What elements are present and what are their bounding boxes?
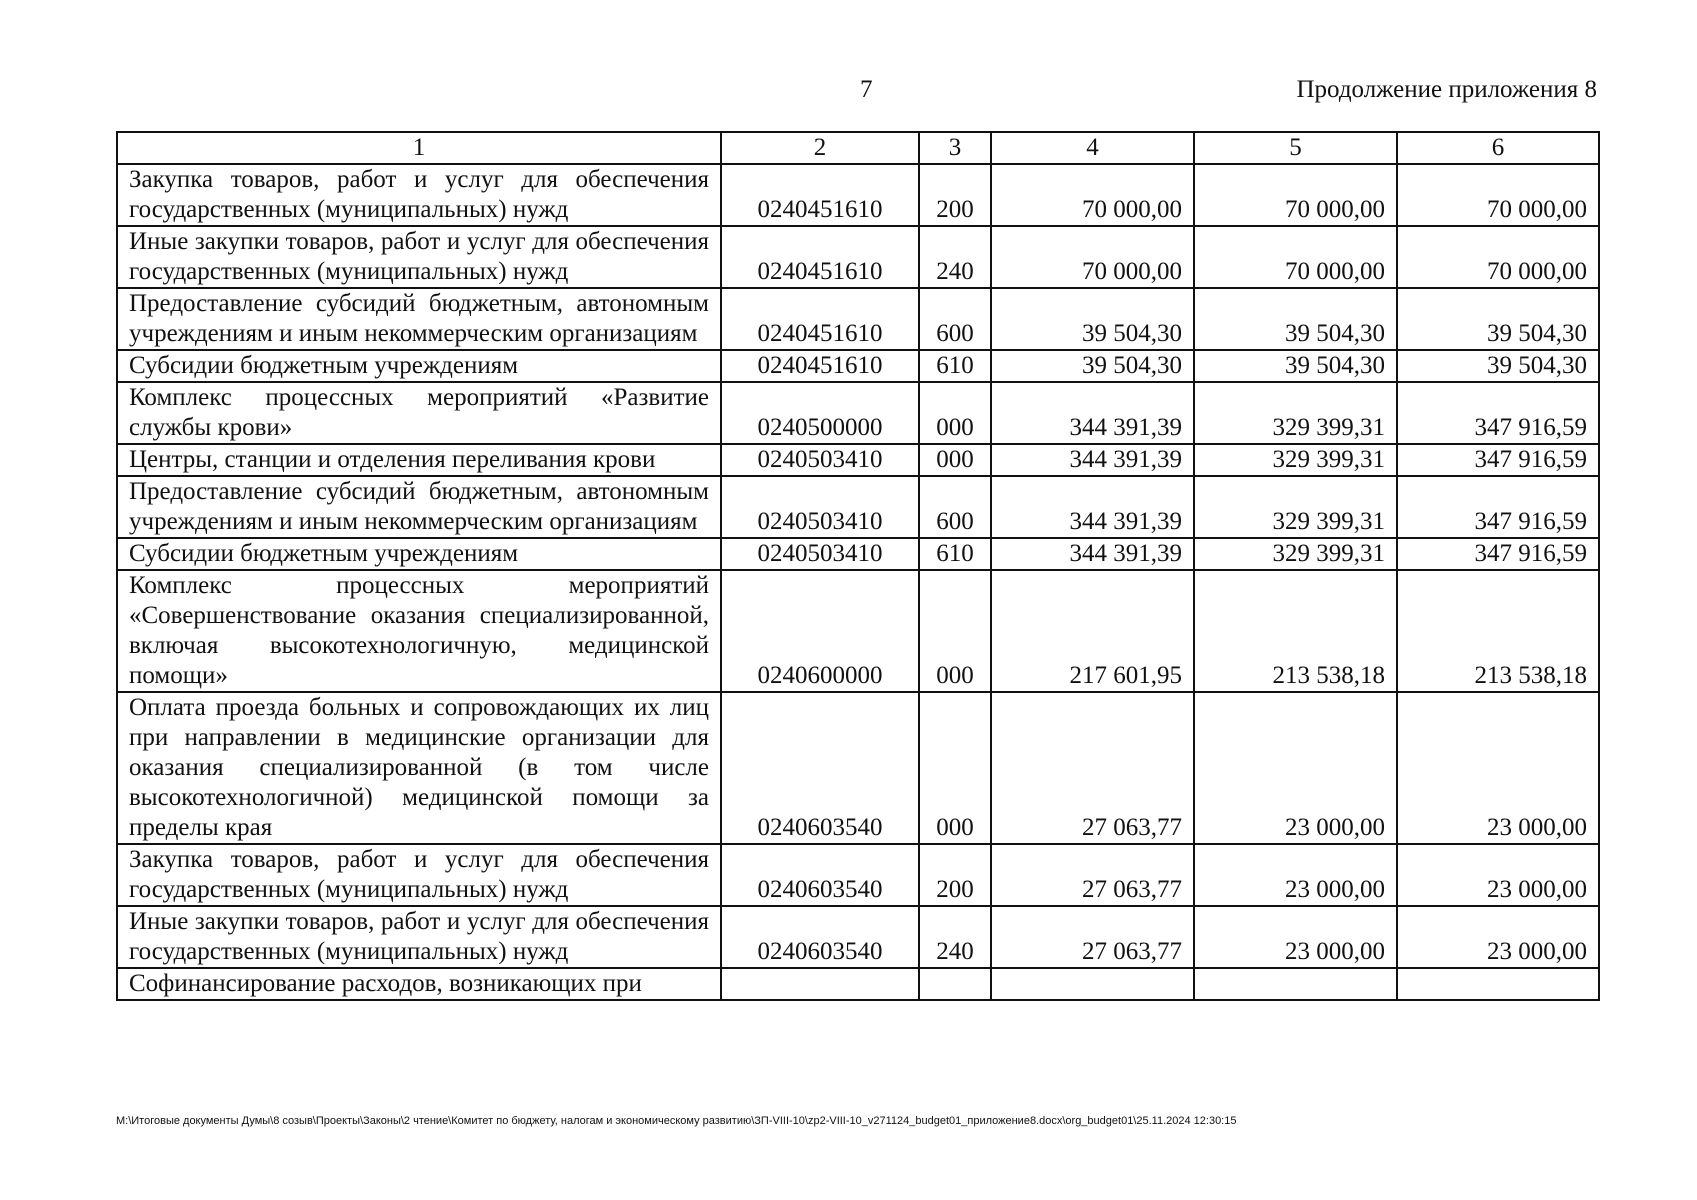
target-code-cell: 0240503410 [721, 444, 919, 476]
amount-cell: 23 000,00 [1194, 844, 1397, 906]
table-row [117, 288, 1599, 350]
expense-type-cell: 240 [919, 906, 991, 968]
expense-type-cell: 000 [919, 692, 991, 844]
amount-cell [1397, 968, 1599, 1000]
amount-cell: 70 000,00 [1194, 164, 1397, 226]
column-header: 6 [1397, 132, 1599, 164]
expense-type-cell [919, 968, 991, 1000]
column-header: 1 [117, 132, 721, 164]
amount-cell: 213 538,18 [1194, 570, 1397, 692]
table-body [117, 164, 1599, 1000]
amount-cell [1194, 968, 1397, 1000]
table-row [117, 382, 1599, 444]
appendix-continuation-title: Продолжение приложения 8 [1296, 76, 1597, 103]
amount-cell: 27 063,77 [991, 844, 1194, 906]
amount-cell: 23 000,00 [1194, 906, 1397, 968]
amount-cell: 347 916,59 [1397, 444, 1599, 476]
target-code-cell: 0240451610 [721, 164, 919, 226]
amount-cell: 27 063,77 [991, 906, 1194, 968]
row-name-cell: Оплата проезда больных и сопровождающих их лиц при направлении в медицинские организации для оказания специализированной (в том числе высокотехнологичной) медицинской помощи за пределы края [117, 692, 721, 844]
table-row [117, 906, 1599, 968]
table-row [117, 350, 1599, 382]
amount-cell: 329 399,31 [1194, 444, 1397, 476]
row-name-cell: Центры, станции и отделения переливания крови [117, 444, 721, 476]
table-row [117, 968, 1599, 1000]
table-row [117, 538, 1599, 570]
amount-cell: 329 399,31 [1194, 476, 1397, 538]
amount-cell: 23 000,00 [1397, 692, 1599, 844]
expense-type-cell: 610 [919, 538, 991, 570]
row-name-cell: Закупка товаров, работ и услуг для обеспечения государственных (муниципальных) нужд [117, 844, 721, 906]
amount-cell: 344 391,39 [991, 538, 1194, 570]
table-row [117, 476, 1599, 538]
target-code-cell: 0240451610 [721, 288, 919, 350]
target-code-cell: 0240600000 [721, 570, 919, 692]
table-row [117, 444, 1599, 476]
expense-type-cell: 000 [919, 382, 991, 444]
table-row [117, 570, 1599, 692]
page-number: 7 [860, 76, 873, 103]
target-code-cell: 0240451610 [721, 226, 919, 288]
amount-cell: 70 000,00 [1397, 164, 1599, 226]
column-header: 4 [991, 132, 1194, 164]
row-name-cell: Закупка товаров, работ и услуг для обеспечения государственных (муниципальных) нужд [117, 164, 721, 226]
amount-cell: 39 504,30 [991, 288, 1194, 350]
table-row [117, 226, 1599, 288]
amount-cell: 344 391,39 [991, 382, 1194, 444]
amount-cell: 23 000,00 [1397, 844, 1599, 906]
amount-cell: 23 000,00 [1397, 906, 1599, 968]
column-header: 3 [919, 132, 991, 164]
amount-cell: 27 063,77 [991, 692, 1194, 844]
amount-cell: 39 504,30 [991, 350, 1194, 382]
row-name-cell: Комплекс процессных мероприятий «Совершенствование оказания специализированной, включая высокотехнологичную, медицинской помощи» [117, 570, 721, 692]
target-code-cell: 0240451610 [721, 350, 919, 382]
expense-type-cell: 600 [919, 288, 991, 350]
amount-cell: 39 504,30 [1397, 288, 1599, 350]
amount-cell: 329 399,31 [1194, 538, 1397, 570]
row-name-cell: Предоставление субсидий бюджетным, автономным учреждениям и иным некоммерческим организациям [117, 288, 721, 350]
expense-type-cell: 200 [919, 164, 991, 226]
target-code-cell: 0240603540 [721, 906, 919, 968]
target-code-cell: 0240500000 [721, 382, 919, 444]
amount-cell: 213 538,18 [1397, 570, 1599, 692]
target-code-cell [721, 968, 919, 1000]
amount-cell: 217 601,95 [991, 570, 1194, 692]
amount-cell [991, 968, 1194, 1000]
table-row [117, 692, 1599, 844]
column-number-row [117, 132, 1599, 164]
table-row [117, 164, 1599, 226]
amount-cell: 70 000,00 [1397, 226, 1599, 288]
amount-cell: 329 399,31 [1194, 382, 1397, 444]
document-file-path: M:\Итоговые документы Думы\8 созыв\Проекты\Законы\2 чтение\Комитет по бюджету, налогам и экономическому развитию\ЗП-VIII-10\zp2-VIII-10_v271124_budget01_приложение8.docx\org_budget01\25.11.2024 12:30:15 [116, 1115, 1237, 1127]
amount-cell: 70 000,00 [991, 164, 1194, 226]
column-header: 2 [721, 132, 919, 164]
row-name-cell: Софинансирование расходов, возникающих при [117, 968, 721, 1000]
target-code-cell: 0240503410 [721, 538, 919, 570]
row-name-cell: Предоставление субсидий бюджетным, автономным учреждениям и иным некоммерческим организациям [117, 476, 721, 538]
row-name-cell: Субсидии бюджетным учреждениям [117, 538, 721, 570]
row-name-cell: Субсидии бюджетным учреждениям [117, 350, 721, 382]
expense-type-cell: 240 [919, 226, 991, 288]
amount-cell: 344 391,39 [991, 476, 1194, 538]
table-row [117, 844, 1599, 906]
column-header: 5 [1194, 132, 1397, 164]
expense-type-cell: 600 [919, 476, 991, 538]
amount-cell: 347 916,59 [1397, 476, 1599, 538]
expense-type-cell: 610 [919, 350, 991, 382]
amount-cell: 39 504,30 [1397, 350, 1599, 382]
amount-cell: 39 504,30 [1194, 350, 1397, 382]
target-code-cell: 0240603540 [721, 692, 919, 844]
row-name-cell: Комплекс процессных мероприятий «Развитие службы крови» [117, 382, 721, 444]
budget-table [116, 131, 1600, 1001]
amount-cell: 39 504,30 [1194, 288, 1397, 350]
expense-type-cell: 000 [919, 444, 991, 476]
amount-cell: 347 916,59 [1397, 538, 1599, 570]
row-name-cell: Иные закупки товаров, работ и услуг для обеспечения государственных (муниципальных) нужд [117, 226, 721, 288]
amount-cell: 23 000,00 [1194, 692, 1397, 844]
expense-type-cell: 200 [919, 844, 991, 906]
row-name-cell: Иные закупки товаров, работ и услуг для обеспечения государственных (муниципальных) нужд [117, 906, 721, 968]
amount-cell: 70 000,00 [991, 226, 1194, 288]
amount-cell: 347 916,59 [1397, 382, 1599, 444]
amount-cell: 344 391,39 [991, 444, 1194, 476]
expense-type-cell: 000 [919, 570, 991, 692]
target-code-cell: 0240503410 [721, 476, 919, 538]
target-code-cell: 0240603540 [721, 844, 919, 906]
amount-cell: 70 000,00 [1194, 226, 1397, 288]
